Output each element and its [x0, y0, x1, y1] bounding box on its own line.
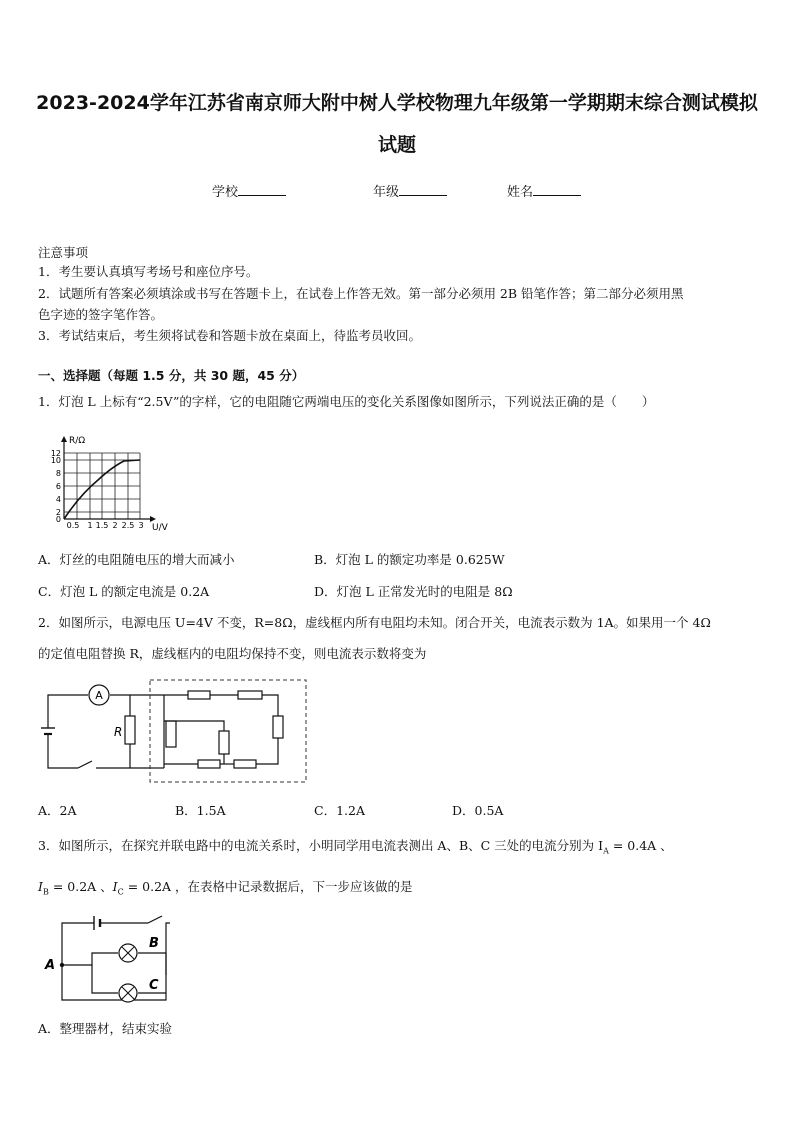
label-b: B — [149, 936, 159, 951]
y-tick: 4 — [55, 495, 61, 504]
name-label: 姓名 — [507, 185, 534, 200]
x-axis-label: U/V — [152, 523, 168, 533]
q3-stem-text: 3．如图所示，在探究并联电路中的电流关系时，小明同学用电流表测出 A、B、C 三处的电流分别为 I — [38, 838, 604, 853]
q1-option-d: D．灯泡 L 正常发光时的电阻是 8Ω — [314, 584, 513, 599]
q3-ib-value: = 0.2A 、 — [48, 879, 113, 894]
question-3-stem-line2 — [38, 878, 413, 902]
notes-heading: 注意事项 — [38, 245, 89, 260]
school-label: 学校 — [212, 185, 239, 200]
lamp-b-icon — [119, 944, 137, 962]
school-blank — [238, 183, 286, 196]
x-tick: 0.5 — [66, 521, 80, 530]
q3-ic-symbol: I — [112, 879, 118, 894]
section-heading: 一、选择题（每题 1.5 分，共 30 题，45 分） — [38, 368, 305, 383]
grade-blank — [399, 183, 447, 196]
x-tick: 2.5 — [121, 521, 135, 530]
y-axis-label: R/Ω — [69, 436, 86, 446]
y-tick: 2 — [55, 508, 61, 517]
label-c: C — [149, 978, 159, 993]
y-tick: 8 — [55, 469, 61, 478]
x-tick: 2 — [112, 521, 118, 530]
note-item: 1．考生要认真填写考场号和座位序号。 — [38, 264, 259, 279]
q1-option-b: B．灯泡 L 的额定功率是 0.625W — [314, 552, 505, 567]
resistance-voltage-graph — [40, 433, 180, 533]
q2-option-c: C．1.2A — [314, 803, 365, 818]
resistor-r-label: R — [114, 725, 123, 739]
y-tick: 0 — [55, 515, 61, 524]
y-tick: 10 — [50, 456, 61, 465]
q3-ia-sub: A — [603, 846, 609, 856]
question-1-stem: 1．灯泡 L 上标有“2.5V”的字样，它的电阻随它两端电压的变化关系图像如图所示，下列说法正确的是（ ） — [38, 394, 655, 409]
ammeter-label: A — [95, 689, 103, 702]
question-3-stem — [38, 837, 673, 861]
q1-option-c: C．灯泡 L 的额定电流是 0.2A — [38, 584, 210, 599]
question-2-stem-line2: 的定值电阻替换 R，虚线框内的电阻均保持不变，则电流表示数将变为 — [38, 646, 427, 661]
y-tick: 12 — [50, 449, 61, 458]
circuit-diagram-q3 — [40, 905, 180, 1011]
x-axis-arrow — [150, 516, 156, 522]
circuit-diagram-q2 — [38, 676, 314, 786]
q2-option-b: B．1.5A — [175, 803, 226, 818]
q3-option-a: A．整理器材，结束实验 — [38, 1021, 173, 1036]
name-field — [507, 181, 581, 200]
q3-ib-symbol: I — [38, 879, 43, 894]
note-item: 3．考试结束后，考生须将试卷和答题卡放在桌面上，待监考员收回。 — [38, 328, 421, 343]
q3-ib-sub: B — [42, 887, 49, 897]
y-axis-arrow — [61, 436, 67, 442]
grade-field — [373, 181, 447, 200]
question-2-stem: 2．如图所示，电源电压 U=4V 不变，R=8Ω，虚线框内所有电阻均未知。闭合开关，电流表示数为 1A。如果用一个 4Ω — [38, 615, 711, 630]
q3-ic-sub: C — [117, 887, 124, 897]
page-title: 2023-2024学年江苏省南京师大附中树人学校物理九年级第一学期期末综合测试模拟 — [36, 92, 758, 114]
q3-ia-value: = 0.4A 、 — [608, 838, 673, 853]
note-item: 2．试题所有答案必须填涂或书写在答题卡上，在试卷上作答无效。第一部分必须用 2B 铅笔作答；第二部分必须用黑 — [38, 286, 684, 301]
x-tick: 3 — [138, 521, 144, 530]
name-blank — [533, 183, 581, 196]
page-title-line2: 试题 — [377, 134, 416, 156]
q2-option-d: D．0.5A — [452, 803, 504, 818]
q1-option-a: A．灯丝的电阻随电压的增大而减小 — [38, 552, 235, 567]
note-item: 色字迹的签字笔作答。 — [38, 307, 164, 322]
graph-grid — [64, 453, 140, 519]
school-field — [212, 181, 286, 200]
junction-a — [60, 963, 64, 967]
q2-option-a: A．2A — [38, 803, 77, 818]
grade-label: 年级 — [373, 185, 400, 200]
label-a: A — [45, 958, 56, 973]
lamp-c-icon — [119, 984, 137, 1002]
x-tick: 1.5 — [95, 521, 109, 530]
x-tick: 1 — [87, 521, 93, 530]
y-tick: 6 — [55, 482, 61, 491]
q3-ic-value: = 0.2A ，在表格中记录数据后，下一步应该做的是 — [123, 879, 413, 894]
